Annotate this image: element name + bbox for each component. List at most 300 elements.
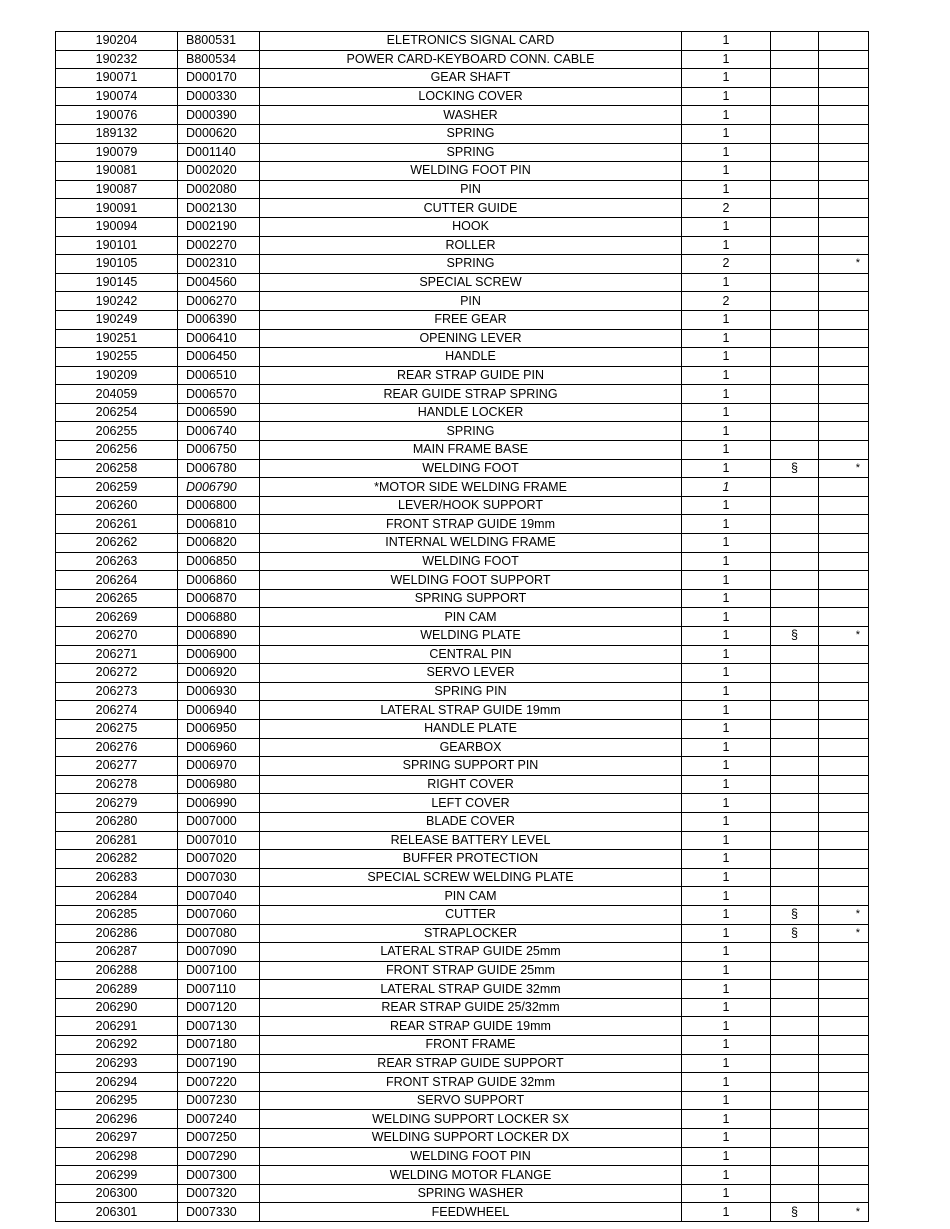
part-number-cell: D007320 [178, 1184, 260, 1203]
table-row [56, 627, 869, 646]
table-row [56, 980, 869, 999]
description-cell: SPRING WASHER [260, 1184, 682, 1203]
quantity-cell: 1 [682, 1073, 771, 1092]
part-number-cell: B800531 [178, 32, 260, 51]
item-code-cell: 190079 [56, 143, 178, 162]
table-row [56, 1054, 869, 1073]
wear-part-mark-cell [771, 236, 819, 255]
spare-part-mark-cell [819, 1110, 869, 1129]
spare-part-mark-cell: * [819, 255, 869, 274]
wear-part-mark-cell [771, 143, 819, 162]
part-number-cell: D006920 [178, 664, 260, 683]
spare-part-mark-cell [819, 1166, 869, 1185]
quantity-cell: 1 [682, 1036, 771, 1055]
parts-table [55, 31, 869, 1222]
table-row [56, 868, 869, 887]
description-cell: REAR STRAP GUIDE PIN [260, 366, 682, 385]
item-code-cell: 206259 [56, 478, 178, 497]
description-cell: PIN CAM [260, 608, 682, 627]
spare-part-mark-cell: * [819, 627, 869, 646]
description-cell: RIGHT COVER [260, 775, 682, 794]
quantity-cell: 1 [682, 441, 771, 460]
table-row [56, 106, 869, 125]
item-code-cell: 206301 [56, 1203, 178, 1222]
item-code-cell: 206282 [56, 850, 178, 869]
part-number-cell: D006980 [178, 775, 260, 794]
spare-part-mark-cell [819, 1147, 869, 1166]
description-cell: BUFFER PROTECTION [260, 850, 682, 869]
spare-part-mark-cell [819, 757, 869, 776]
item-code-cell: 206296 [56, 1110, 178, 1129]
quantity-cell: 1 [682, 329, 771, 348]
description-cell: FRONT STRAP GUIDE 19mm [260, 515, 682, 534]
part-number-cell: D006780 [178, 459, 260, 478]
description-cell: GEARBOX [260, 738, 682, 757]
spare-part-mark-cell [819, 496, 869, 515]
item-code-cell: 190145 [56, 273, 178, 292]
spare-part-mark-cell [819, 422, 869, 441]
table-row [56, 87, 869, 106]
description-cell: HANDLE LOCKER [260, 403, 682, 422]
table-row [56, 719, 869, 738]
wear-part-mark-cell [771, 664, 819, 683]
part-number-cell: D007180 [178, 1036, 260, 1055]
spare-part-mark-cell [819, 292, 869, 311]
part-number-cell: D007040 [178, 887, 260, 906]
description-cell: LATERAL STRAP GUIDE 32mm [260, 980, 682, 999]
item-code-cell: 190105 [56, 255, 178, 274]
table-row [56, 1110, 869, 1129]
wear-part-mark-cell [771, 571, 819, 590]
table-row [56, 534, 869, 553]
item-code-cell: 206261 [56, 515, 178, 534]
table-row [56, 998, 869, 1017]
item-code-cell: 206298 [56, 1147, 178, 1166]
item-code-cell: 206262 [56, 534, 178, 553]
table-row [56, 905, 869, 924]
table-row [56, 459, 869, 478]
quantity-cell: 1 [682, 850, 771, 869]
item-code-cell: 190242 [56, 292, 178, 311]
wear-part-mark-cell [771, 273, 819, 292]
wear-part-mark-cell [771, 738, 819, 757]
spare-part-mark-cell [819, 552, 869, 571]
part-number-cell: D006270 [178, 292, 260, 311]
quantity-cell: 1 [682, 403, 771, 422]
quantity-cell: 1 [682, 385, 771, 404]
spare-part-mark-cell [819, 329, 869, 348]
item-code-cell: 206278 [56, 775, 178, 794]
wear-part-mark-cell [771, 1129, 819, 1148]
table-row [56, 515, 869, 534]
quantity-cell: 1 [682, 459, 771, 478]
part-number-cell: D002270 [178, 236, 260, 255]
part-number-cell: D006860 [178, 571, 260, 590]
description-cell: FEEDWHEEL [260, 1203, 682, 1222]
wear-part-mark-cell [771, 310, 819, 329]
table-row [56, 422, 869, 441]
part-number-cell: D002020 [178, 162, 260, 181]
table-row [56, 366, 869, 385]
description-cell: SERVO LEVER [260, 664, 682, 683]
item-code-cell: 206255 [56, 422, 178, 441]
part-number-cell: D006930 [178, 682, 260, 701]
quantity-cell: 1 [682, 143, 771, 162]
description-cell: FREE GEAR [260, 310, 682, 329]
table-row [56, 143, 869, 162]
wear-part-mark-cell [771, 943, 819, 962]
item-code-cell: 190091 [56, 199, 178, 218]
quantity-cell: 1 [682, 273, 771, 292]
item-code-cell: 206271 [56, 645, 178, 664]
part-number-cell: D006890 [178, 627, 260, 646]
part-number-cell: B800534 [178, 50, 260, 69]
spare-part-mark-cell: * [819, 924, 869, 943]
spare-part-mark-cell [819, 69, 869, 88]
table-row [56, 1073, 869, 1092]
item-code-cell: 206300 [56, 1184, 178, 1203]
description-cell: LEFT COVER [260, 794, 682, 813]
description-cell: ELETRONICS SIGNAL CARD [260, 32, 682, 51]
quantity-cell: 1 [682, 478, 771, 497]
spare-part-mark-cell [819, 199, 869, 218]
part-number-cell: D007010 [178, 831, 260, 850]
wear-part-mark-cell [771, 1110, 819, 1129]
item-code-cell: 206273 [56, 682, 178, 701]
item-code-cell: 206263 [56, 552, 178, 571]
quantity-cell: 1 [682, 608, 771, 627]
wear-part-mark-cell [771, 348, 819, 367]
quantity-cell: 1 [682, 645, 771, 664]
wear-part-mark-cell [771, 255, 819, 274]
table-row [56, 217, 869, 236]
description-cell: INTERNAL WELDING FRAME [260, 534, 682, 553]
wear-part-mark-cell [771, 775, 819, 794]
quantity-cell: 1 [682, 1203, 771, 1222]
description-cell: LOCKING COVER [260, 87, 682, 106]
part-number-cell: D006570 [178, 385, 260, 404]
table-row [56, 32, 869, 51]
quantity-cell: 1 [682, 571, 771, 590]
description-cell: PIN [260, 180, 682, 199]
item-code-cell: 206295 [56, 1091, 178, 1110]
spare-part-mark-cell [819, 106, 869, 125]
spare-part-mark-cell [819, 515, 869, 534]
part-number-cell: D007190 [178, 1054, 260, 1073]
wear-part-mark-cell [771, 980, 819, 999]
spare-part-mark-cell [819, 850, 869, 869]
item-code-cell: 206269 [56, 608, 178, 627]
part-number-cell: D006750 [178, 441, 260, 460]
spare-part-mark-cell [819, 719, 869, 738]
item-code-cell: 189132 [56, 124, 178, 143]
item-code-cell: 206284 [56, 887, 178, 906]
wear-part-mark-cell [771, 1073, 819, 1092]
table-row [56, 645, 869, 664]
item-code-cell: 206270 [56, 627, 178, 646]
item-code-cell: 190076 [56, 106, 178, 125]
table-row [56, 552, 869, 571]
spare-part-mark-cell [819, 1036, 869, 1055]
wear-part-mark-cell [771, 868, 819, 887]
part-number-cell: D006880 [178, 608, 260, 627]
part-number-cell: D001140 [178, 143, 260, 162]
part-number-cell: D006990 [178, 794, 260, 813]
item-code-cell: 206299 [56, 1166, 178, 1185]
quantity-cell: 1 [682, 794, 771, 813]
wear-part-mark-cell [771, 1166, 819, 1185]
spare-part-mark-cell [819, 1184, 869, 1203]
item-code-cell: 206279 [56, 794, 178, 813]
wear-part-mark-cell [771, 496, 819, 515]
table-row [56, 1184, 869, 1203]
part-number-cell: D007020 [178, 850, 260, 869]
part-number-cell: D006810 [178, 515, 260, 534]
table-row [56, 738, 869, 757]
description-cell: MAIN FRAME BASE [260, 441, 682, 460]
item-code-cell: 206254 [56, 403, 178, 422]
table-row [56, 831, 869, 850]
quantity-cell: 1 [682, 162, 771, 181]
description-cell: ROLLER [260, 236, 682, 255]
wear-part-mark-cell: § [771, 905, 819, 924]
part-number-cell: D007110 [178, 980, 260, 999]
description-cell: FRONT STRAP GUIDE 25mm [260, 961, 682, 980]
spare-part-mark-cell [819, 534, 869, 553]
description-cell: PIN CAM [260, 887, 682, 906]
item-code-cell: 206280 [56, 812, 178, 831]
description-cell: OPENING LEVER [260, 329, 682, 348]
item-code-cell: 206294 [56, 1073, 178, 1092]
part-number-cell: D006940 [178, 701, 260, 720]
description-cell: REAR STRAP GUIDE 25/32mm [260, 998, 682, 1017]
table-row [56, 310, 869, 329]
item-code-cell: 206276 [56, 738, 178, 757]
wear-part-mark-cell [771, 794, 819, 813]
quantity-cell: 1 [682, 32, 771, 51]
part-number-cell: D000330 [178, 87, 260, 106]
part-number-cell: D007300 [178, 1166, 260, 1185]
spare-part-mark-cell [819, 701, 869, 720]
table-row [56, 664, 869, 683]
description-cell: SPECIAL SCREW [260, 273, 682, 292]
description-cell: SERVO SUPPORT [260, 1091, 682, 1110]
wear-part-mark-cell [771, 422, 819, 441]
part-number-cell: D006950 [178, 719, 260, 738]
wear-part-mark-cell [771, 162, 819, 181]
parts-list-page [55, 31, 868, 1222]
table-row [56, 812, 869, 831]
spare-part-mark-cell [819, 385, 869, 404]
table-row [56, 943, 869, 962]
wear-part-mark-cell [771, 124, 819, 143]
wear-part-mark-cell [771, 478, 819, 497]
wear-part-mark-cell [771, 850, 819, 869]
wear-part-mark-cell [771, 589, 819, 608]
table-row [56, 887, 869, 906]
description-cell: GEAR SHAFT [260, 69, 682, 88]
spare-part-mark-cell [819, 50, 869, 69]
quantity-cell: 1 [682, 217, 771, 236]
wear-part-mark-cell [771, 199, 819, 218]
quantity-cell: 1 [682, 924, 771, 943]
table-row [56, 403, 869, 422]
description-cell: LATERAL STRAP GUIDE 25mm [260, 943, 682, 962]
spare-part-mark-cell [819, 589, 869, 608]
part-number-cell: D007120 [178, 998, 260, 1017]
description-cell: LEVER/HOOK SUPPORT [260, 496, 682, 515]
spare-part-mark-cell [819, 1091, 869, 1110]
description-cell: LATERAL STRAP GUIDE 19mm [260, 701, 682, 720]
description-cell: SPRING [260, 422, 682, 441]
quantity-cell: 1 [682, 1091, 771, 1110]
item-code-cell: 206283 [56, 868, 178, 887]
item-code-cell: 206293 [56, 1054, 178, 1073]
wear-part-mark-cell [771, 69, 819, 88]
item-code-cell: 206275 [56, 719, 178, 738]
part-number-cell: D007290 [178, 1147, 260, 1166]
item-code-cell: 190232 [56, 50, 178, 69]
part-number-cell: D004560 [178, 273, 260, 292]
spare-part-mark-cell [819, 180, 869, 199]
spare-part-mark-cell [819, 348, 869, 367]
table-row [56, 1129, 869, 1148]
quantity-cell: 1 [682, 757, 771, 776]
quantity-cell: 1 [682, 868, 771, 887]
description-cell: SPRING [260, 124, 682, 143]
spare-part-mark-cell [819, 794, 869, 813]
part-number-cell: D006870 [178, 589, 260, 608]
quantity-cell: 1 [682, 738, 771, 757]
wear-part-mark-cell [771, 180, 819, 199]
table-row [56, 961, 869, 980]
part-number-cell: D000390 [178, 106, 260, 125]
item-code-cell: 206291 [56, 1017, 178, 1036]
table-row [56, 162, 869, 181]
item-code-cell: 190255 [56, 348, 178, 367]
spare-part-mark-cell [819, 162, 869, 181]
item-code-cell: 190209 [56, 366, 178, 385]
table-row [56, 255, 869, 274]
part-number-cell: D007100 [178, 961, 260, 980]
quantity-cell: 1 [682, 1184, 771, 1203]
spare-part-mark-cell [819, 143, 869, 162]
quantity-cell: 1 [682, 124, 771, 143]
item-code-cell: 206288 [56, 961, 178, 980]
part-number-cell: D006410 [178, 329, 260, 348]
item-code-cell: 206260 [56, 496, 178, 515]
wear-part-mark-cell [771, 608, 819, 627]
description-cell: POWER CARD-KEYBOARD CONN. CABLE [260, 50, 682, 69]
description-cell: REAR STRAP GUIDE SUPPORT [260, 1054, 682, 1073]
table-row [56, 775, 869, 794]
spare-part-mark-cell [819, 236, 869, 255]
item-code-cell: 190249 [56, 310, 178, 329]
item-code-cell: 206277 [56, 757, 178, 776]
spare-part-mark-cell [819, 403, 869, 422]
quantity-cell: 1 [682, 998, 771, 1017]
part-number-cell: D006900 [178, 645, 260, 664]
quantity-cell: 1 [682, 534, 771, 553]
item-code-cell: 190204 [56, 32, 178, 51]
spare-part-mark-cell [819, 124, 869, 143]
wear-part-mark-cell: § [771, 924, 819, 943]
wear-part-mark-cell [771, 292, 819, 311]
quantity-cell: 1 [682, 515, 771, 534]
wear-part-mark-cell: § [771, 1203, 819, 1222]
wear-part-mark-cell [771, 682, 819, 701]
quantity-cell: 1 [682, 422, 771, 441]
table-row [56, 180, 869, 199]
table-row [56, 199, 869, 218]
description-cell: WELDING MOTOR FLANGE [260, 1166, 682, 1185]
wear-part-mark-cell [771, 1017, 819, 1036]
quantity-cell: 1 [682, 87, 771, 106]
description-cell: SPRING SUPPORT [260, 589, 682, 608]
table-row [56, 273, 869, 292]
part-number-cell: D006970 [178, 757, 260, 776]
description-cell: WELDING PLATE [260, 627, 682, 646]
quantity-cell: 1 [682, 1017, 771, 1036]
spare-part-mark-cell: * [819, 459, 869, 478]
part-number-cell: D007250 [178, 1129, 260, 1148]
wear-part-mark-cell [771, 50, 819, 69]
item-code-cell: 206287 [56, 943, 178, 962]
item-code-cell: 190094 [56, 217, 178, 236]
spare-part-mark-cell [819, 980, 869, 999]
item-code-cell: 206264 [56, 571, 178, 590]
part-number-cell: D007330 [178, 1203, 260, 1222]
item-code-cell: 190251 [56, 329, 178, 348]
description-cell: CUTTER [260, 905, 682, 924]
item-code-cell: 206265 [56, 589, 178, 608]
quantity-cell: 1 [682, 69, 771, 88]
part-number-cell: D007240 [178, 1110, 260, 1129]
part-number-cell: D007090 [178, 943, 260, 962]
wear-part-mark-cell [771, 1036, 819, 1055]
description-cell: HOOK [260, 217, 682, 236]
quantity-cell: 1 [682, 348, 771, 367]
spare-part-mark-cell [819, 1129, 869, 1148]
table-row [56, 794, 869, 813]
table-row [56, 1091, 869, 1110]
part-number-cell: D007220 [178, 1073, 260, 1092]
quantity-cell: 1 [682, 180, 771, 199]
description-cell: SPRING [260, 143, 682, 162]
quantity-cell: 1 [682, 1147, 771, 1166]
wear-part-mark-cell [771, 329, 819, 348]
description-cell: REAR STRAP GUIDE 19mm [260, 1017, 682, 1036]
item-code-cell: 206285 [56, 905, 178, 924]
wear-part-mark-cell [771, 217, 819, 236]
item-code-cell: 190074 [56, 87, 178, 106]
table-row [56, 1166, 869, 1185]
part-number-cell: D000170 [178, 69, 260, 88]
part-number-cell: D007030 [178, 868, 260, 887]
table-row [56, 1203, 869, 1222]
quantity-cell: 1 [682, 905, 771, 924]
part-number-cell: D002310 [178, 255, 260, 274]
part-number-cell: D006740 [178, 422, 260, 441]
part-number-cell: D007230 [178, 1091, 260, 1110]
spare-part-mark-cell [819, 943, 869, 962]
item-code-cell: 206258 [56, 459, 178, 478]
wear-part-mark-cell [771, 403, 819, 422]
part-number-cell: D006960 [178, 738, 260, 757]
description-cell: WASHER [260, 106, 682, 125]
wear-part-mark-cell: § [771, 627, 819, 646]
quantity-cell: 1 [682, 106, 771, 125]
